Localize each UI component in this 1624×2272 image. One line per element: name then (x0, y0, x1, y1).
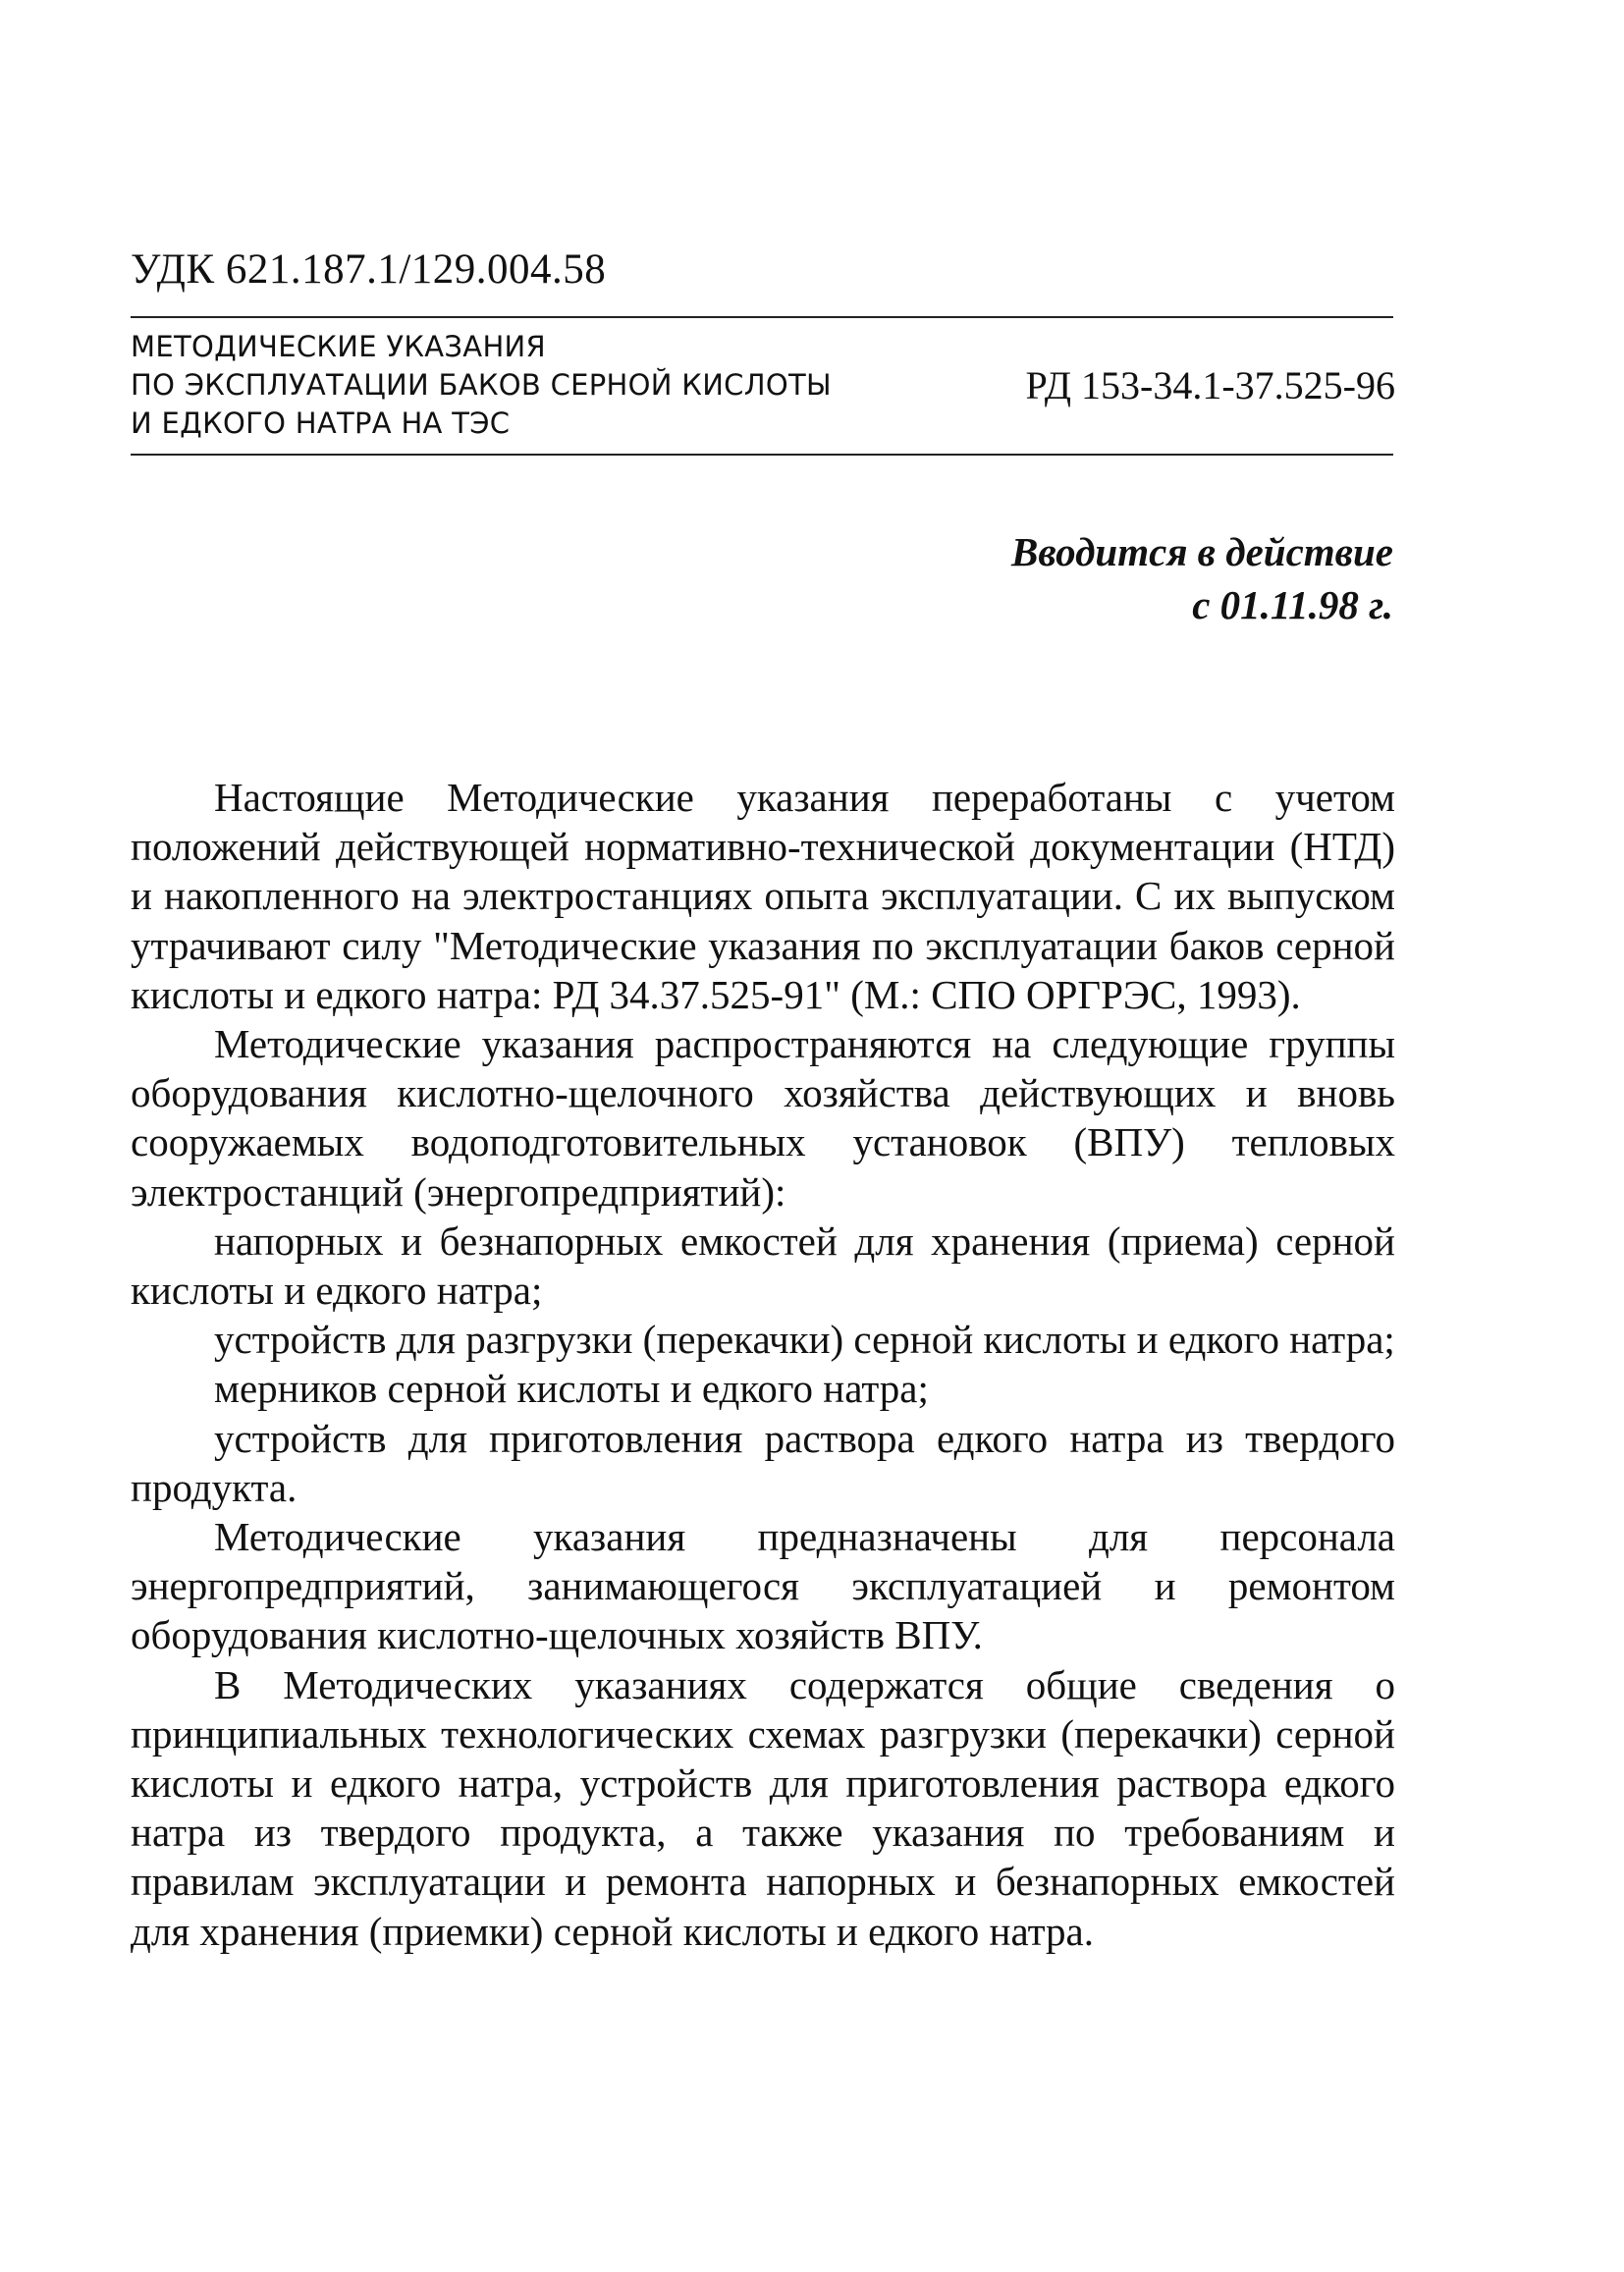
scope-list-item: напорных и безнапорных емкостей для хранения (приема) серной кислоты и едкого натра; (131, 1217, 1395, 1314)
body-text (131, 773, 1395, 1956)
effective-date: с 01.11.98 г. (1192, 582, 1393, 627)
document-title-line: МЕТОДИЧЕСКИЕ УКАЗАНИЯ (131, 330, 546, 363)
scope-list-item: мерников серной кислоты и едкого натра; (214, 1366, 929, 1412)
paragraph-audience: Методические указания предназначены для персонала энергопредприятий, занимающегося эксплуатацией и ремонтом оборудования кислотно-щелочных хозяйств ВПУ. (131, 1514, 1395, 1658)
header-top-rule (131, 316, 1393, 318)
effective-label: Вводится в действие (1011, 529, 1393, 574)
paragraph-scope: Методические указания распространяются на следующие группы оборудования кислотно-щелочного хозяйства действующих и вновь сооружаемых водоподготовительных установок (ВПУ) тепловых электростанций (энергопредприятий): (131, 1021, 1395, 1215)
scope-list-item: устройств для разгрузки (перекачки) серной кислоты и едкого натра; (214, 1317, 1395, 1363)
effective-date-block (1011, 525, 1393, 631)
document-title (131, 328, 936, 443)
document-title-line: ПО ЭКСПЛУАТАЦИИ БАКОВ СЕРНОЙ КИСЛОТЫ (131, 368, 832, 402)
udk-code: УДК 621.187.1/129.004.58 (131, 246, 607, 293)
paragraph-intro: Настоящие Методические указания переработаны с учетом положений действующей нормативно-технической документации (НТД) и накопленного на электростанциях опыта эксплуатации. С их выпуском утрачивают силу "Методические указания по эксплуатации баков серной кислоты и едкого натра: РД 34.37.525-91" (М.: СПО ОРГРЭС, 1993). (131, 775, 1395, 1017)
paragraph-contents: В Методических указаниях содержатся общие сведения о принципиальных технологических схемах разгрузки (перекачки) серной кислоты и едкого натра, устройств для приготовления раствора едкого натра из твердого продукта, а также указания по требованиям и правилам эксплуатации и ремонта напорных и безнапорных емкостей для хранения (приемки) серной кислоты и едкого натра. (131, 1661, 1395, 1954)
document-title-line: И ЕДКОГО НАТРА НА ТЭС (131, 406, 511, 440)
document-code: РД 153-34.1-37.525-96 (1025, 363, 1395, 407)
header-bottom-rule (131, 454, 1393, 456)
scope-list-item: устройств для приготовления раствора едкого натра из твердого продукта. (131, 1415, 1395, 1510)
